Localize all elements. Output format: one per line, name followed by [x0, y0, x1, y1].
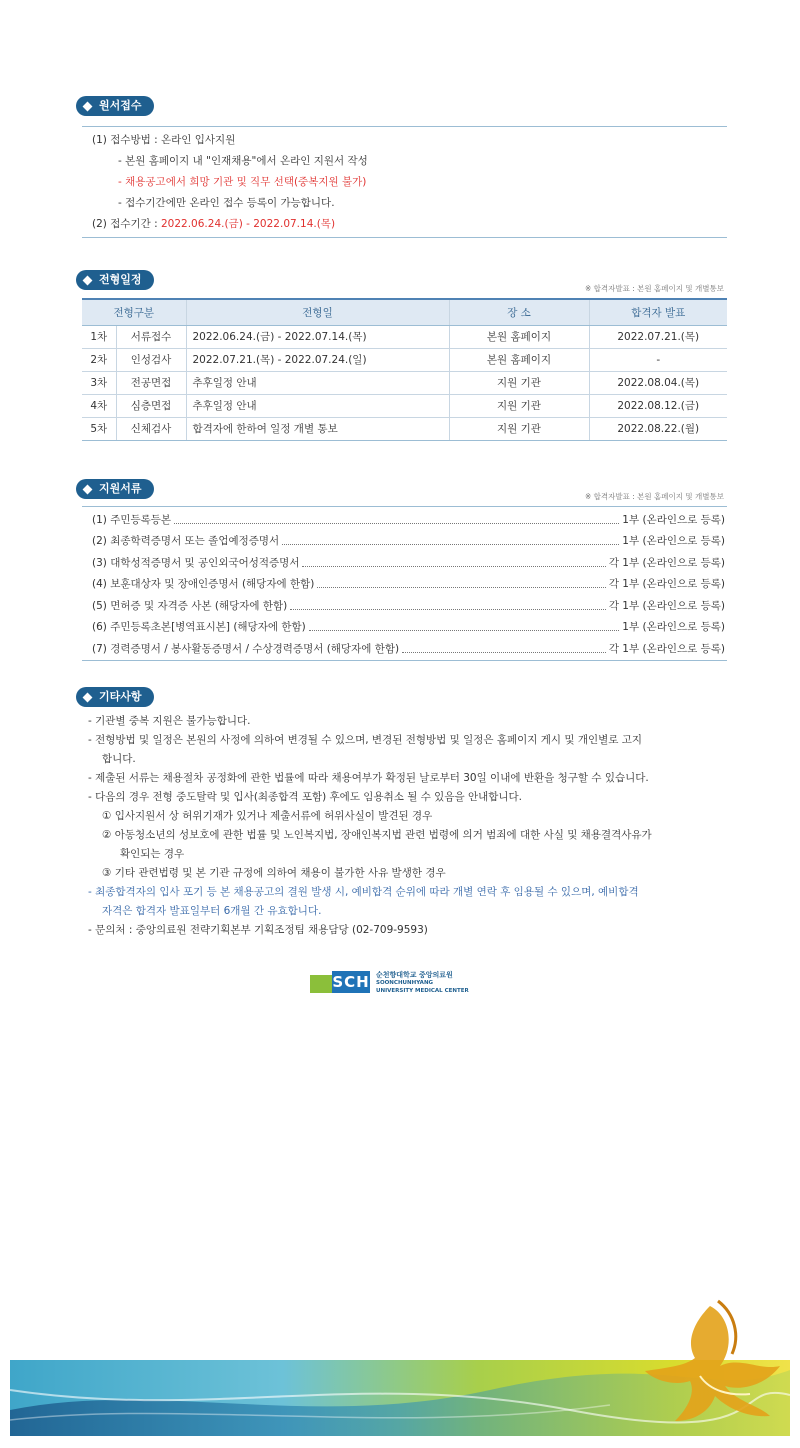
cropped-footer-text [200, 1438, 600, 1448]
phoenix-emblem-icon [640, 1296, 790, 1426]
sch-logo-text: 순천향대학교 중앙의료원 SOONCHUNHYANG UNIVERSITY MEDICAL CENTER [376, 971, 469, 994]
list-item: (4) 보훈대상자 및 장애인증명서 (해당자에 한함) 각 1부 (온라인으로 등록) [92, 578, 725, 590]
application-method: (1) 접수방법 : 온라인 입사지원 [92, 134, 236, 146]
documents-note: ※ 합격자발표 : 본원 홈페이지 및 개별통보 [584, 492, 724, 501]
schedule-note: ※ 합격자발표 : 본원 홈페이지 및 개별통보 [584, 284, 724, 293]
application-line: - 본원 홈페이지 내 "인재채용"에서 온라인 지원서 작성 [118, 155, 368, 167]
diamond-icon [83, 275, 93, 285]
misc-sub-item: ② 아동청소년의 성보호에 관한 법률 및 노인복지법, 장애인복지법 관련 법령에 의거 범죄에 대한 사실 및 채용결격사유가 [102, 829, 652, 841]
misc-line: - 제출된 서류는 채용절차 공정화에 관한 법률에 따라 채용여부가 확정된 날로부터 30일 이내에 반환을 청구할 수 있습니다. [88, 772, 649, 784]
section-divider [82, 506, 727, 507]
list-item: (6) 주민등록초본[병역표시본] (해당자에 한함) 1부 (온라인으로 등록) [92, 621, 725, 633]
application-line: - 접수기간에만 온라인 접수 등록이 가능합니다. [118, 197, 335, 209]
application-period-dates: 2022.06.24.(금) - 2022.07.14.(목) [161, 218, 336, 230]
misc-sub-item: ① 입사지원서 상 허위기재가 있거나 제출서류에 허위사실이 발견된 경우 [102, 810, 433, 822]
table-row: 3차 전공면접 추후일정 안내 지원 기관 2022.08.04.(목) [82, 371, 727, 394]
list-item: (1) 주민등록등본 1부 (온라인으로 등록) [92, 514, 725, 526]
list-item: (3) 대학성적증명서 및 공인외국어성적증명서 각 1부 (온라인으로 등록) [92, 557, 725, 569]
misc-line: 합니다. [102, 753, 136, 765]
table-row: 1차 서류접수 2022.06.24.(금) - 2022.07.14.(목) 본원 홈페이지 2022.07.21.(목) [82, 325, 727, 348]
section-divider [82, 237, 727, 238]
misc-line: - 문의처 : 중앙의료원 전략기획본부 기획조정팀 채용담당 (02-709-9593) [88, 924, 428, 936]
sch-logo-mark: SCH [310, 971, 370, 995]
diamond-icon [83, 101, 93, 111]
misc-sub-item: ③ 기타 관련법령 및 본 기관 규정에 의하여 채용이 불가한 사유 발생한 경우 [102, 867, 446, 879]
misc-line: - 전형방법 및 일정은 본원의 사정에 의하여 변경될 수 있으며, 변경된 전형방법 및 일정은 홈페이지 게시 및 개인별로 고지 [88, 734, 643, 746]
col-header: 합격자 발표 [589, 299, 727, 325]
col-header: 장 소 [449, 299, 589, 325]
list-item: (7) 경력증명서 / 봉사활동증명서 / 수상경력증명서 (해당자에 한함) 각 1부 (온라인으로 등록) [92, 643, 725, 655]
application-line-highlight: - 채용공고에서 희망 기관 및 직무 선택(중복지원 불가) [118, 176, 367, 188]
table-row: 2차 인성검사 2022.07.21.(목) - 2022.07.24.(일) 본원 홈페이지 - [82, 348, 727, 371]
col-header: 전형일 [186, 299, 449, 325]
section-badge-misc: 기타사항 [76, 687, 154, 707]
application-period: (2) 접수기간 : 2022.06.24.(금) - 2022.07.14.(목) [92, 218, 336, 230]
misc-sub-item: 확인되는 경우 [120, 848, 185, 860]
misc-line: - 기관별 중복 지원은 불가능합니다. [88, 715, 251, 727]
table-row: 5차 신체검사 합격자에 한하여 일정 개별 통보 지원 기관 2022.08.22.(월) [82, 417, 727, 440]
misc-line-highlight: - 최종합격자의 입사 포기 등 본 채용공고의 결원 발생 시, 예비합격 순위에 따라 개별 연락 후 임용될 수 있으며, 예비합격 [88, 886, 639, 898]
schedule-table [82, 298, 727, 441]
table-header-row [82, 299, 727, 325]
section-badge-application: 원서접수 [76, 96, 154, 116]
misc-line: - 다음의 경우 전형 중도탈락 및 입사(최종합격 포함) 후에도 임용취소 될 수 있음을 안내합니다. [88, 791, 522, 803]
misc-notes [88, 712, 728, 940]
list-item: (5) 면허증 및 자격증 사본 (해당자에 한함) 각 1부 (온라인으로 등록) [92, 600, 725, 612]
section-divider [82, 660, 727, 661]
table-row: 4차 심층면접 추후일정 안내 지원 기관 2022.08.12.(금) [82, 394, 727, 417]
section-badge-documents: 지원서류 [76, 479, 154, 499]
section-badge-schedule: 전형일정 [76, 270, 154, 290]
misc-line-highlight: 자격은 합격자 발표일부터 6개월 간 유효합니다. [102, 905, 322, 917]
diamond-icon [83, 484, 93, 494]
section-divider [82, 126, 727, 127]
sch-logo [310, 970, 469, 996]
col-header: 전형구분 [82, 299, 186, 325]
list-item: (2) 최종학력증명서 또는 졸업예정증명서 1부 (온라인으로 등록) [92, 535, 725, 547]
diamond-icon [83, 692, 93, 702]
